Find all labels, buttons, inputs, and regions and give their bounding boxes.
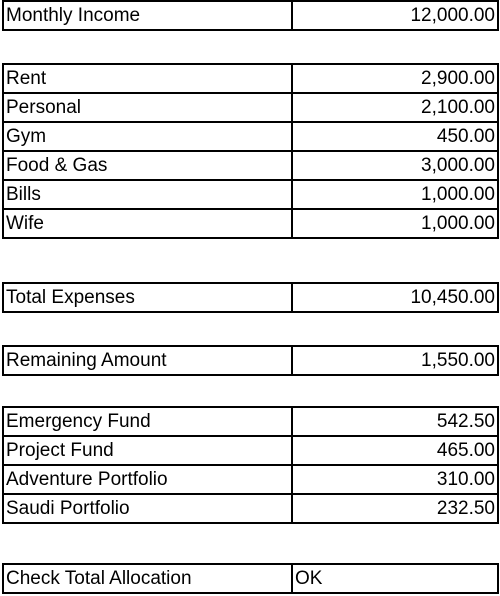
allocation-row-adventure-portfolio xyxy=(3,465,498,494)
allocation-value-cell[interactable]: 232.50 xyxy=(292,494,498,523)
allocation-row-saudi-portfolio xyxy=(3,494,498,523)
expense-row-rent xyxy=(3,64,498,93)
total-expenses-row xyxy=(3,283,498,312)
expenses-table xyxy=(2,63,499,239)
total-expenses-label-cell[interactable]: Total Expenses xyxy=(3,283,292,312)
expense-row-gym xyxy=(3,122,498,151)
income-value-cell[interactable]: 12,000.00 xyxy=(292,1,498,30)
check-label-cell[interactable]: Check Total Allocation xyxy=(3,564,292,593)
expense-row-wife xyxy=(3,209,498,238)
allocation-label-cell[interactable]: Emergency Fund xyxy=(3,407,292,436)
expense-label-cell[interactable]: Food & Gas xyxy=(3,151,292,180)
expense-value-cell[interactable]: 1,000.00 xyxy=(292,209,498,238)
allocation-label-cell[interactable]: Adventure Portfolio xyxy=(3,465,292,494)
expense-label-cell[interactable]: Gym xyxy=(3,122,292,151)
allocation-value-cell[interactable]: 310.00 xyxy=(292,465,498,494)
check-table xyxy=(2,563,499,594)
expense-value-cell[interactable]: 2,900.00 xyxy=(292,64,498,93)
income-label-cell[interactable]: Monthly Income xyxy=(3,1,292,30)
allocation-value-cell[interactable]: 465.00 xyxy=(292,436,498,465)
allocation-label-cell[interactable]: Saudi Portfolio xyxy=(3,494,292,523)
total-expenses-value-cell[interactable]: 10,450.00 xyxy=(292,283,498,312)
income-table xyxy=(2,0,499,31)
expense-label-cell[interactable]: Bills xyxy=(3,180,292,209)
total-expenses-table xyxy=(2,282,499,313)
allocation-row-project-fund xyxy=(3,436,498,465)
expense-row-personal xyxy=(3,93,498,122)
allocation-label-cell[interactable]: Project Fund xyxy=(3,436,292,465)
allocations-table xyxy=(2,406,499,524)
remaining-table xyxy=(2,345,499,376)
expense-label-cell[interactable]: Wife xyxy=(3,209,292,238)
expense-value-cell[interactable]: 3,000.00 xyxy=(292,151,498,180)
expense-value-cell[interactable]: 2,100.00 xyxy=(292,93,498,122)
expense-value-cell[interactable]: 1,000.00 xyxy=(292,180,498,209)
remaining-row xyxy=(3,346,498,375)
remaining-label-cell[interactable]: Remaining Amount xyxy=(3,346,292,375)
expense-label-cell[interactable]: Rent xyxy=(3,64,292,93)
expense-row-food-gas xyxy=(3,151,498,180)
income-row xyxy=(3,1,498,30)
check-row xyxy=(3,564,498,593)
remaining-value-cell[interactable]: 1,550.00 xyxy=(292,346,498,375)
check-status-cell[interactable]: OK xyxy=(292,564,498,593)
allocation-value-cell[interactable]: 542.50 xyxy=(292,407,498,436)
expense-label-cell[interactable]: Personal xyxy=(3,93,292,122)
expense-value-cell[interactable]: 450.00 xyxy=(292,122,498,151)
allocation-row-emergency-fund xyxy=(3,407,498,436)
expense-row-bills xyxy=(3,180,498,209)
